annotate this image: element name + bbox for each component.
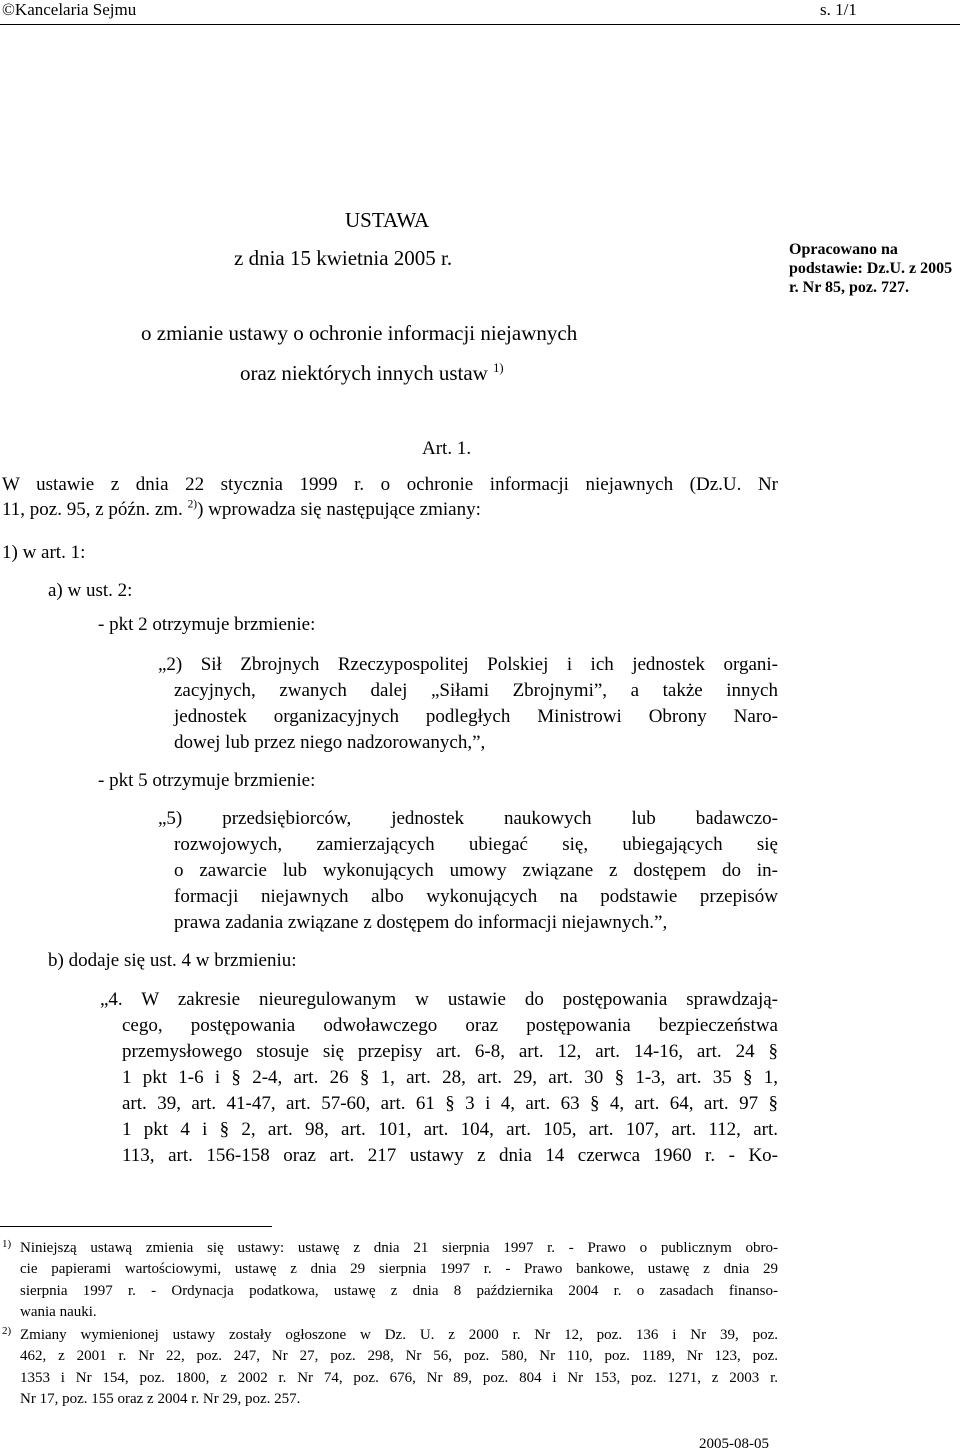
document-date: z dnia 15 kwietnia 2005 r. <box>234 246 453 270</box>
ust-4-line: przemysłowego stosuje się przepisy art. 6-8, art. 12, art. 14-16, art. 24 § <box>122 1041 778 1062</box>
pkt-2-line: dowej lub przez niego nadzorowanych,”, <box>174 732 486 753</box>
footnote-1 <box>20 1238 778 1323</box>
document-title-line-1: o zmianie ustawy o ochronie informacji niejawnych <box>141 321 578 345</box>
footnote-line: sierpnia 1997 r. - Ordynacja podatkowa, ustawę z dnia 8 października 2004 r. o zasadach finanso- <box>20 1282 778 1299</box>
ust-4-line: 1 pkt 1-6 i § 2-4, art. 26 § 1, art. 28, art. 29, art. 30 § 1-3, art. 35 § 1, <box>122 1067 778 1088</box>
item-1: 1) w art. 1: <box>2 542 86 563</box>
pkt-2-line: jednostek organizacyjnych podległych Ministrowi Obrony Naro- <box>174 706 778 727</box>
footnote-line: cie papierami wartościowymi, ustawę z dnia 29 sierpnia 1997 r. - Prawo bankowe, ustawę z dnia 29 <box>20 1261 778 1278</box>
pkt-2-line: „2) Sił Zbrojnych Rzeczypospolitej Polskiej i ich jednostek organi- <box>158 654 778 675</box>
footnote-2-marker: 2) <box>2 1325 12 1337</box>
ust-4-line: art. 39, art. 41-47, art. 57-60, art. 61 § 3 i 4, art. 63 § 4, art. 64, art. 97 § <box>122 1093 778 1114</box>
header-source: ©Kancelaria Sejmu <box>2 0 137 19</box>
source-note: Opracowano na podstawie: Dz.U. z 2005 r. Nr 85, poz. 727. <box>789 241 953 296</box>
item-b: b) dodaje się ust. 4 w brzmieniu: <box>48 950 297 971</box>
footnote-2 <box>20 1325 778 1410</box>
footnote-line: 1353 i Nr 154, poz. 1800, z 2002 r. Nr 74, poz. 676, Nr 89, poz. 804 i Nr 153, poz. 1271, z 2003 r. <box>20 1369 778 1386</box>
ust-4-line: cego, postępowania odwoławczego oraz postępowania bezpieczeństwa <box>122 1015 778 1036</box>
ust-4-line: 1 pkt 4 i § 2, art. 98, art. 101, art. 104, art. 105, art. 107, art. 112, art. <box>122 1119 778 1140</box>
ust-4-line: 113, art. 156-158 oraz art. 217 ustawy z dnia 14 czerwca 1960 r. - Ko- <box>122 1145 778 1166</box>
header-divider <box>0 24 960 25</box>
article-intro-line-2: 11, poz. 95, z późn. zm. $^{2)}$) wprowadza się następujące zmiany: <box>2 498 481 520</box>
pkt-5-line: „5) przedsiębiorców, jednostek naukowych lub badawczo- <box>158 808 778 829</box>
pkt-5-line: formacji niejawnych albo wykonujących na podstawie przepisów <box>174 886 778 907</box>
article-heading: Art. 1. <box>422 438 472 459</box>
pkt-2-line: zacyjnych, zwanych dalej „Siłami Zbrojnymi”, a także innych <box>174 680 778 701</box>
footnote-ref-1: 1) <box>493 361 504 375</box>
footnote-line: 462, z 2001 r. Nr 22, poz. 247, Nr 27, poz. 298, Nr 56, poz. 580, Nr 110, poz. 1189, Nr 123, poz. <box>20 1348 778 1365</box>
footnote-line: Zmiany wymienionej ustawy zostały ogłoszone w Dz. U. z 2000 r. Nr 12, poz. 136 i Nr 39, poz. <box>20 1327 778 1343</box>
item-a: a) w ust. 2: <box>48 580 133 601</box>
document-type: USTAWA <box>345 208 430 232</box>
footnote-line: wania nauki. <box>20 1303 97 1320</box>
header-page-number: s. 1/1 <box>820 0 857 19</box>
ust-4-text <box>100 987 778 1169</box>
footnote-1-marker: 1) <box>2 1238 12 1250</box>
pkt-2-text <box>158 652 778 756</box>
pkt-5-line: o zawarcie lub wykonujących umowy związane z dostępem do in- <box>174 860 778 881</box>
pkt-5-text <box>158 806 778 936</box>
pkt-5-intro: - pkt 5 otrzymuje brzmienie: <box>98 770 316 791</box>
footnote-ref-2: 2) <box>187 498 198 511</box>
document-title-line-2: oraz niektórych innych ustaw $^{1)}$ <box>240 361 504 385</box>
footnote-line: Niniejszą ustawą zmienia się ustawy: ustawę z dnia 21 sierpnia 1997 r. - Prawo o publicznym obro- <box>20 1240 778 1256</box>
footnote-line: Nr 17, poz. 155 oraz z 2004 r. Nr 29, poz. 257. <box>20 1390 301 1407</box>
footer-date: 2005-08-05 <box>699 1436 769 1452</box>
article-intro-line-1: W ustawie z dnia 22 stycznia 1999 r. o ochronie informacji niejawnych (Dz.U. Nr <box>2 474 778 495</box>
pkt-5-line: prawa zadania związane z dostępem do informacji niejawnych.”, <box>174 912 668 933</box>
footnote-divider <box>0 1226 272 1227</box>
ust-4-line: „4. W zakresie nieuregulowanym w ustawie do postępowania sprawdzają- <box>100 989 778 1010</box>
pkt-5-line: rozwojowych, zamierzających ubiegać się, ubiegających się <box>174 834 778 855</box>
pkt-2-intro: - pkt 2 otrzymuje brzmienie: <box>98 614 316 635</box>
